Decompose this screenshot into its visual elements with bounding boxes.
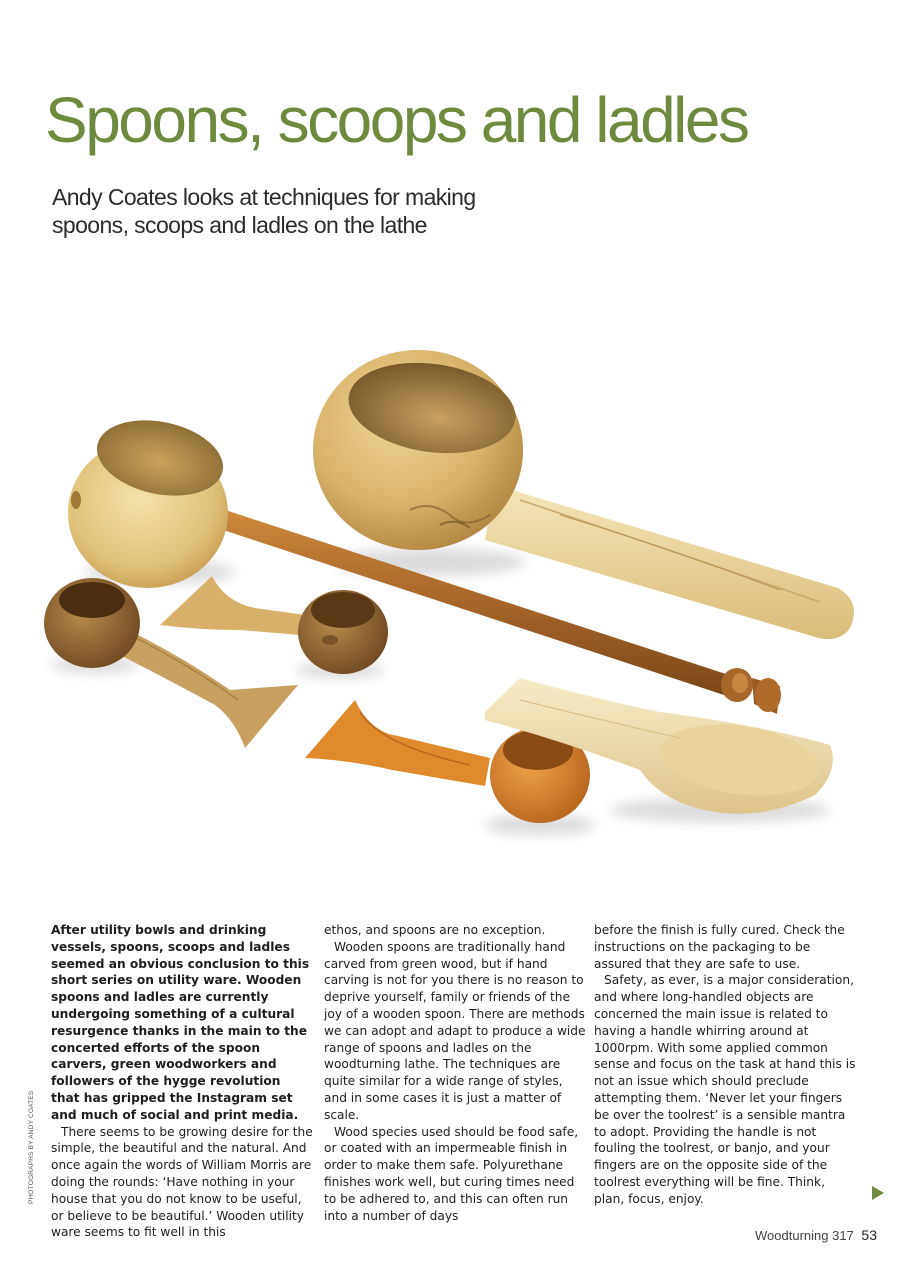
body-column-3 bbox=[594, 922, 856, 1208]
pale-ladle-bowl bbox=[68, 409, 230, 588]
spoons-photo bbox=[0, 340, 905, 880]
dark-scoop bbox=[44, 578, 298, 748]
article-title: Spoons, scoops and ladles bbox=[45, 84, 748, 156]
right-triangle-arrow-icon bbox=[872, 1186, 884, 1200]
page-footer bbox=[755, 1227, 877, 1243]
body-paragraph: Wooden spoons are traditionally hand carved from green wood, but if hand carving is not for you there is no reason to deprive yourself, family or friends of the joy of a wooden spoon. There are methods we can adopt and adapt to produce a wide range of spoons and ladles on the woodturning lathe. The techniques are quite similar for a wide range of styles, and in some cases it is just a matter of scale. bbox=[324, 939, 586, 1122]
body-paragraph: Safety, as ever, is a major consideration, and where long-handled objects are concerned the main issue is related to having a handle whirring around at 1000rpm. With some applied common sense and focus on the task at hand this is not an issue which should preclude attempting them. ‘Never let your fingers be over the toolrest’ is a sensible mantra to adopt. Providing the handle is not fouling the toolrest, or banjo, and your fingers are on the opposite side of the toolrest everything will be fine. Think, plan, focus, enjoy. bbox=[594, 973, 856, 1206]
article-standfirst: Andy Coates looks at techniques for making spoons, scoops and ladles on the lathe bbox=[52, 184, 476, 238]
magazine-issue: Woodturning 317 bbox=[755, 1228, 854, 1243]
body-column-2 bbox=[324, 922, 586, 1224]
photo-credit: PHOTOGRAPHS BY ANDY COATES bbox=[28, 1090, 35, 1204]
spalted-ladle bbox=[313, 350, 854, 639]
body-paragraph: before the finish is fully cured. Check the instructions on the packaging to be assured that they are safe to use. bbox=[594, 923, 845, 971]
body-paragraph: There seems to be growing desire for the simple, the beautiful and the natural. And once again the words of William Morris are doing the rounds: ‘Have nothing in your house that you do not know to be useful, or believe to be beautiful.’ Wooden utility ware seems to fit well in this bbox=[51, 1124, 313, 1240]
body-paragraph: ethos, and spoons are no exception. bbox=[324, 923, 546, 937]
figured-scoop bbox=[160, 576, 388, 674]
body-paragraph: Wood species used should be food safe, or coated with an impermeable finish in order to make them safe. Polyurethane finishes work well, but curing times need to be adhered to, and this can often run into a number of days bbox=[324, 1124, 579, 1223]
lead-paragraph: After utility bowls and drinking vessels, spoons, scoops and ladles seemed an obvious conclusion to this short series on utility ware. Wooden spoons and ladles are currently undergoing something of a cultural resurgence thanks in the main to the concerted efforts of the spoon carvers, green woodworkers and followers of the hygge revolution that has gripped the Instagram set and much of social and print media. bbox=[51, 923, 310, 1122]
page-number: 53 bbox=[861, 1227, 877, 1243]
body-column-1 bbox=[51, 922, 313, 1241]
